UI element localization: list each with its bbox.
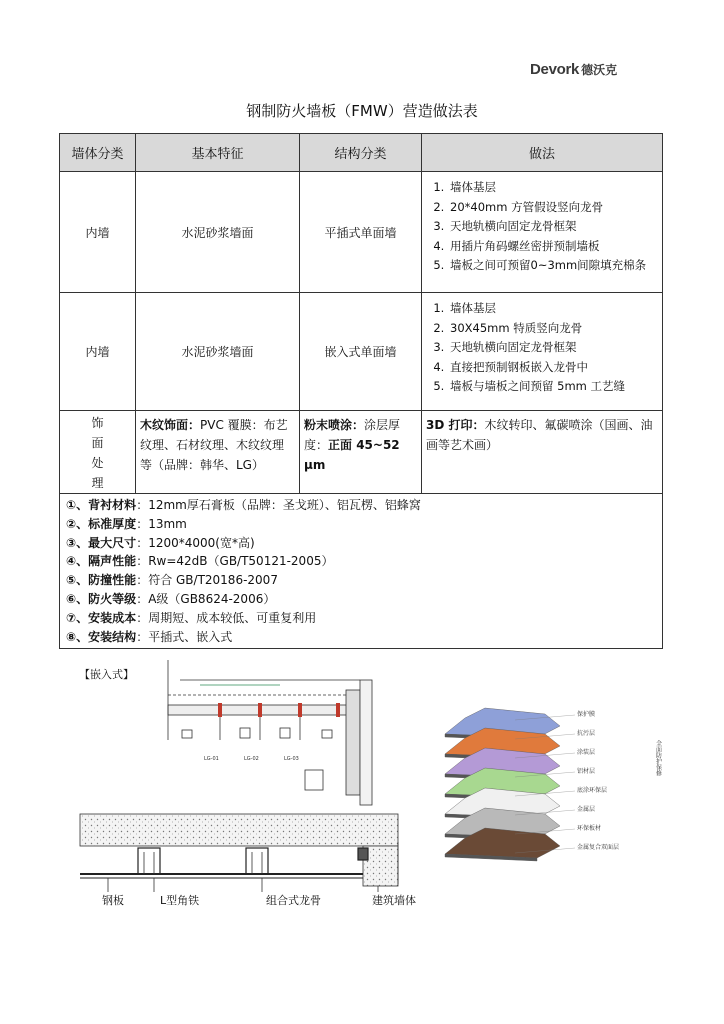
property-label: 安装成本	[88, 610, 137, 625]
property-value: ：12mm厚石膏板（品牌：圣戈班）、铝瓦楞、铝蜂窝	[136, 498, 421, 512]
cell-wood-finish	[136, 411, 300, 494]
cell-category: 内墙	[60, 172, 136, 293]
property-value: ：符合 GB/T20186-2007	[136, 573, 278, 588]
steps-list	[422, 172, 662, 280]
list-item: 4. 用插片角码螺丝密拼预制墙板	[448, 237, 658, 257]
print-text: 木纹转印、氟碳喷涂（国画、油画等艺术画）	[426, 418, 653, 452]
plan-label: LG-01	[204, 756, 219, 762]
property-item	[66, 590, 656, 609]
cell-feature: 水泥砂浆墙面	[136, 172, 300, 293]
powder-label: 粉末喷涂：	[304, 418, 365, 432]
cell-structure: 平插式单面墙	[300, 172, 422, 293]
cell-powder-coating	[300, 411, 422, 494]
property-label: 防火等级	[88, 591, 137, 606]
layer-label: 环保板材	[577, 825, 602, 832]
layer-label: 涂装层	[577, 749, 596, 756]
layer-side-text: 全面防护保修	[654, 740, 662, 776]
properties-cell	[60, 494, 663, 649]
property-item	[66, 515, 656, 534]
steps-list	[422, 293, 662, 401]
layer-label: 铝材层	[577, 768, 596, 775]
property-value: ：1200*4000(宽*高)	[136, 535, 255, 550]
logo-text-zh: 德沃克	[581, 63, 618, 77]
property-num: ④、	[66, 554, 89, 569]
property-label: 标准厚度	[88, 516, 137, 531]
list-item: 5. 墙板与墙板之间预留 5mm 工艺缝	[448, 377, 658, 397]
layer-diagram	[425, 700, 670, 880]
property-value: ：Rw=42dB（GB/T50121-2005）	[136, 554, 334, 569]
cell-structure: 嵌入式单面墙	[300, 293, 422, 411]
header-method: 做法	[422, 134, 663, 172]
property-num: ②、	[66, 516, 89, 531]
cell-feature: 水泥砂浆墙面	[136, 293, 300, 411]
header-feature: 基本特征	[136, 134, 300, 172]
property-label: 隔声性能	[88, 554, 137, 569]
cell-3d-print	[422, 411, 663, 494]
list-item: 4. 直接把预制钢板嵌入龙骨中	[448, 358, 658, 378]
section-label-steel-plate: 钢板	[102, 894, 124, 907]
powder-value: 正面 45~52 μm	[304, 438, 400, 472]
property-value: ：13mm	[136, 516, 187, 531]
property-label: 最大尺寸	[88, 535, 137, 550]
property-item	[66, 552, 656, 571]
section-label-keel: 组合式龙骨	[266, 894, 321, 907]
layer-label: 保护膜	[577, 711, 596, 718]
property-value: ：平插式、嵌入式	[136, 629, 233, 644]
list-item: 2. 30X45mm 特质竖向龙骨	[448, 319, 658, 339]
cell-steps	[422, 293, 663, 411]
cell-category: 内墙	[60, 293, 136, 411]
cell-finish-label	[60, 411, 136, 494]
list-item: 3. 天地轨横向固定龙骨框架	[448, 217, 658, 237]
finish-row	[60, 411, 663, 494]
table-row	[60, 172, 663, 293]
layer-label: 底涂环保层	[577, 787, 608, 794]
list-item: 1. 墙体基层	[448, 178, 658, 198]
property-item	[66, 534, 656, 553]
finish-char: 面	[91, 436, 104, 450]
plan-label: LG-03	[284, 756, 299, 762]
layer-label: 抗污层	[577, 730, 596, 737]
property-label: 背衬材料	[88, 498, 137, 512]
list-item: 2. 20*40mm 方管假设竖向龙骨	[448, 198, 658, 218]
property-item	[66, 628, 656, 647]
table-header-row	[60, 134, 663, 172]
property-item	[66, 609, 656, 628]
finish-char: 饰	[91, 416, 104, 430]
header-structure: 结构分类	[300, 134, 422, 172]
property-label: 防撞性能	[88, 573, 137, 588]
list-item: 3. 天地轨横向固定龙骨框架	[448, 338, 658, 358]
spec-table	[59, 133, 663, 649]
plan-drawing	[160, 660, 390, 810]
figure-tag: 【嵌入式】	[79, 668, 134, 681]
section-drawing	[78, 812, 430, 912]
property-value: ：周期短、成本较低、可重复利用	[136, 610, 317, 625]
table-row	[60, 293, 663, 411]
print-label: 3D 打印：	[426, 418, 485, 432]
header-wall-category: 墙体分类	[60, 134, 136, 172]
property-num: ③、	[66, 535, 89, 550]
list-item: 5. 墙板之间可预留0~3mm间隙填充棉条	[448, 256, 658, 276]
properties-row	[60, 494, 663, 649]
powder-text: 涂层厚度：	[304, 418, 401, 452]
property-num: ⑧、	[66, 629, 89, 644]
section-label-wall: 建筑墙体	[372, 894, 416, 907]
layer-label: 金属层	[577, 806, 596, 813]
property-num: ⑥、	[66, 591, 89, 606]
logo-text-en: Devork	[530, 61, 580, 78]
property-num: ⑦、	[66, 610, 89, 625]
brand-logo	[530, 61, 617, 78]
finish-char: 处	[91, 456, 104, 470]
property-num: ⑤、	[66, 573, 89, 588]
section-label-angle-iron: L型角铁	[160, 894, 200, 907]
property-label: 安装结构	[88, 629, 137, 644]
property-value: ：A级（GB8624-2006）	[136, 591, 276, 606]
wood-finish-label: 木纹饰面：	[140, 418, 201, 432]
cell-steps	[422, 172, 663, 293]
finish-char: 理	[91, 476, 104, 490]
property-num: ①、	[66, 498, 89, 512]
property-item	[66, 496, 656, 515]
property-item	[66, 571, 656, 590]
page-title: 钢制防火墙板（FMW）营造做法表	[246, 102, 478, 120]
wood-finish-text: PVC 覆膜：布艺纹理、石材纹理、木纹纹理等（品牌：韩华、LG）	[140, 418, 288, 472]
plan-label: LG-02	[244, 756, 259, 762]
layer-label: 金属复合双面层	[577, 844, 620, 851]
list-item: 1. 墙体基层	[448, 299, 658, 319]
